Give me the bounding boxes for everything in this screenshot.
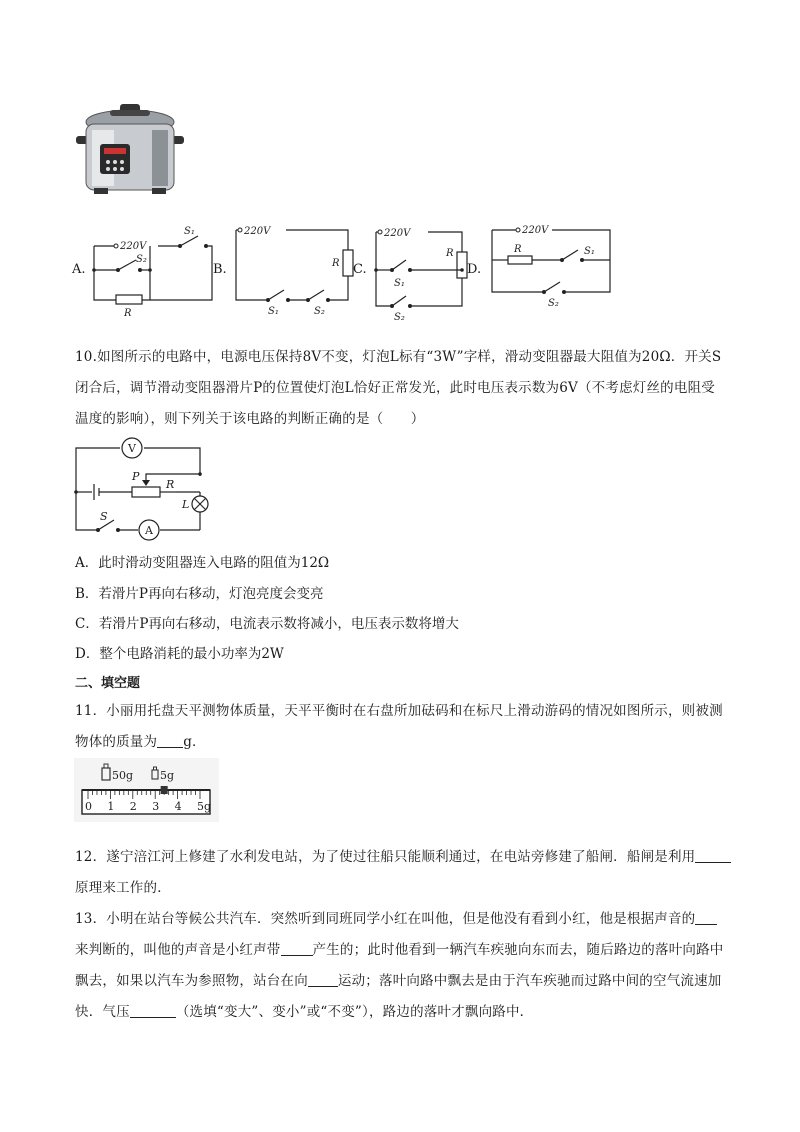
circuit-b-r: R (332, 258, 340, 269)
circuit-d (486, 224, 616, 308)
q11-scale-label: 3 (152, 800, 160, 813)
q10-rheostat-label: R (166, 478, 175, 491)
q10-option-c: C．若滑片P再向右移动，电流表示数将减小，电压表示数将增大 (75, 616, 459, 632)
q11-line-2-start: 物体的质量为 (75, 734, 158, 750)
q12-line-1 (75, 842, 735, 873)
q13-blank-2[interactable] (281, 941, 313, 956)
q13-line-4 (75, 997, 735, 1028)
circuit-c-s2: S₂ (394, 312, 405, 323)
q12-answer-blank[interactable] (695, 848, 731, 863)
q10-voltmeter-label: V (128, 442, 136, 455)
q11-rider (161, 786, 168, 794)
circuit-a-s1: S₁ (184, 226, 195, 237)
q13-line-1 (75, 904, 735, 935)
circuit-c (370, 222, 475, 323)
q10-option-d: D．整个电路消耗的最小功率为2W (75, 646, 284, 662)
q13-line-3-b: 运动；落叶向路中飘去是由于汽车疾驰而过路中间的空气流速加 (337, 973, 722, 989)
circuit-b-voltage: 220V (244, 226, 271, 237)
q13-line-2-b: 产生的；此时他看到一辆汽车疾驰向东而去，随后路边的落叶向路中 (312, 942, 724, 958)
q10-line-2: 闭合后，调节滑动变阻器滑片P的位置使灯泡L恰好正常发光，此时电压表示数为6V（不考虑灯丝的电阻受 (75, 380, 715, 396)
q13-line-3-a: 飘去，如果以汽车为参照物，站台在向 (75, 973, 308, 989)
section-title: 二、填空题 (75, 676, 141, 691)
circuit-a (88, 222, 218, 319)
q10-circuit (70, 438, 220, 538)
circuit-d-s1: S₁ (584, 246, 595, 257)
q10-switch-label: S (100, 510, 108, 523)
q10-lamp-label: L (182, 498, 190, 511)
q11-balance-figure (74, 758, 219, 822)
option-circuits (70, 220, 630, 323)
q10-text (75, 342, 735, 435)
q10-line-3: 温度的影响），则下列关于该电路的判断正确的是（ ） (75, 411, 425, 427)
circuit-d-s2: S₂ (548, 298, 559, 309)
q13-line-3 (75, 966, 735, 997)
q11-scale-label: 2 (129, 800, 137, 813)
q12-line-2: 原理来工作的． (75, 880, 171, 896)
circuit-c-voltage: 220V (384, 228, 411, 239)
circuit-a-r: R (124, 308, 132, 319)
q11-line-1: 11．小丽用托盘天平测物体质量，天平平衡时在右盘所加砝码和在标尺上滑动游码的情况如图所示，则被测 (75, 703, 723, 719)
q10-slider-label: P (132, 470, 140, 483)
q13-blank-4[interactable] (130, 1003, 176, 1018)
q11-weight-50g: 50g (112, 769, 134, 782)
q13-line-2-a: 来判断的，叫他的声音是小红声带 (75, 942, 281, 958)
q11-scale-label: 1 (107, 800, 115, 813)
option-b-label: B. (213, 262, 227, 277)
option-d-label: D. (467, 262, 482, 277)
option-a-label: A. (72, 262, 86, 277)
q11-scale-label: 0 (85, 800, 92, 813)
circuit-d-r: R (514, 244, 522, 255)
q11-line-2 (75, 727, 735, 758)
q13-line-2 (75, 935, 735, 966)
circuit-d-voltage: 220V (522, 225, 549, 236)
q11-scale-label: 4 (174, 800, 182, 813)
q11-text (75, 696, 735, 758)
q13-line-4-b: （选填“变大”、变小”或“不变”），路边的落叶才飘向路中． (175, 1004, 534, 1020)
q13-line-1-text: 13．小明在站台等候公共汽车．突然听到同班同学小红在叫他，但是他没有看到小红，他是根据声音的 (75, 911, 696, 927)
q10-line-1: 10.如图所示的电路中，电源电压保持8V不变，灯泡L标有“3W”字样，滑动变阻器最大阻值为20Ω．开关S (75, 349, 722, 365)
circuit-c-s1: S₁ (394, 278, 405, 289)
circuit-c-r: R (446, 248, 454, 259)
q10-option-b: B．若滑片P再向右移动，灯泡亮度会变亮 (75, 586, 324, 602)
circuit-b-s1: S₁ (268, 306, 279, 317)
q12-line-1-text: 12．遂宁涪江河上修建了水利发电站，为了使过往船只能顺利通过，在电站旁修建了船闸．船闸是利用 (75, 849, 696, 865)
q11-answer-blank[interactable] (157, 733, 183, 748)
q10-ammeter-label: A (145, 524, 153, 537)
circuit-b-s2: S₂ (314, 306, 325, 317)
rice-cooker-image (74, 100, 186, 200)
q13-line-4-a: 快．气压 (75, 1004, 130, 1020)
q12-text (75, 842, 735, 904)
q13-blank-3[interactable] (308, 972, 338, 987)
circuit-b (230, 220, 355, 316)
circuit-a-s2: S₂ (136, 254, 147, 265)
circuit-a-voltage: 220V (120, 241, 147, 252)
q11-scale-label: 5g (197, 800, 212, 813)
q10-option-a: A．此时滑动变阻器连入电路的阻值为12Ω (75, 555, 330, 571)
q13-blank-1[interactable] (695, 910, 717, 925)
q13-text (75, 904, 735, 1028)
option-c-label: C. (353, 262, 367, 277)
q11-line-2-end: g． (183, 734, 206, 750)
q11-weight-5g: 5g (160, 769, 175, 782)
